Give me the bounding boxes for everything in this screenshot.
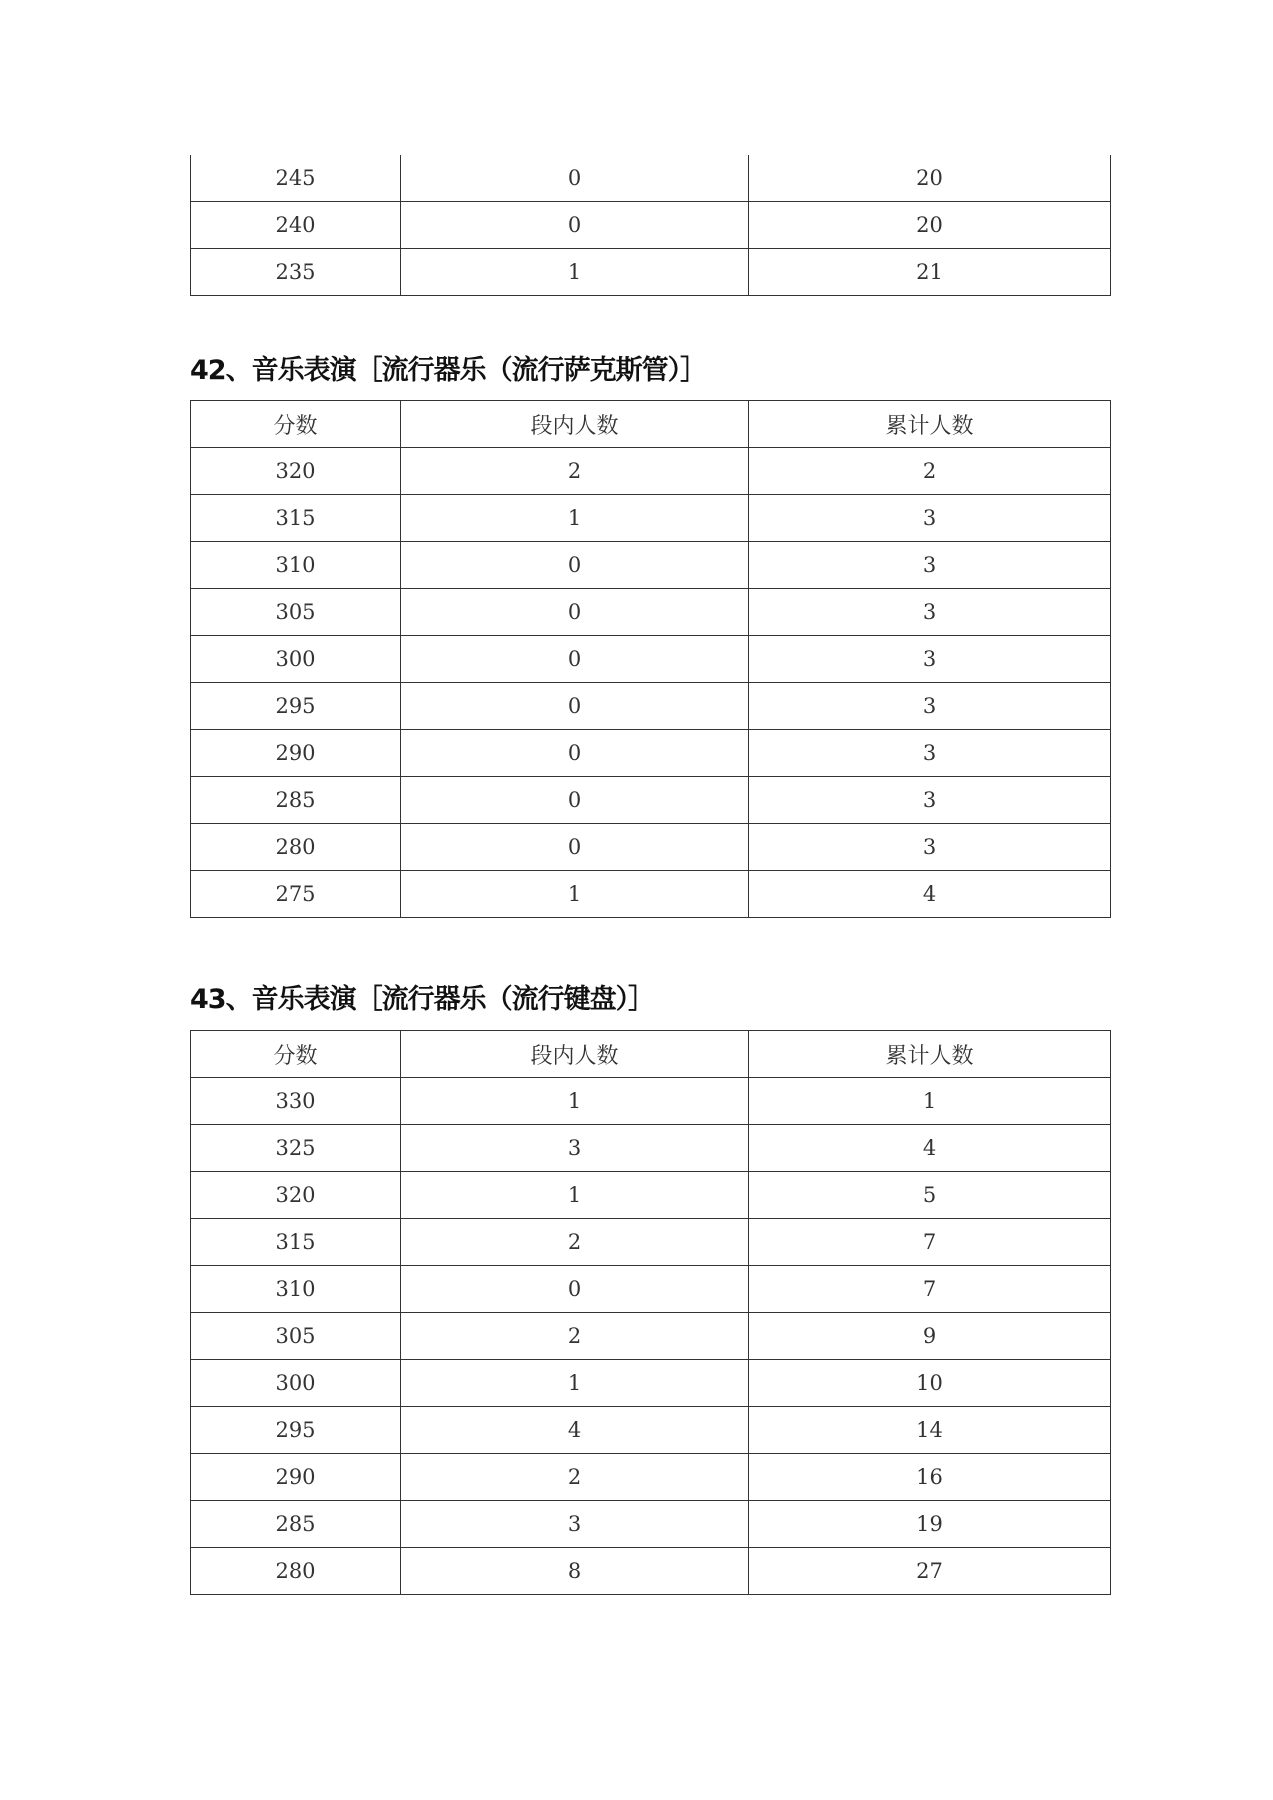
header-row xyxy=(191,401,1111,448)
table-row xyxy=(191,824,1111,871)
segment-count-cell: 0 xyxy=(401,683,749,730)
table-row xyxy=(191,1501,1111,1548)
cumulative-count-cell: 3 xyxy=(749,730,1111,777)
section-42-table-block xyxy=(190,400,1110,918)
table-row xyxy=(191,589,1111,636)
score-cell: 300 xyxy=(191,636,401,683)
cumulative-count-column-header: 累计人数 xyxy=(749,401,1111,448)
score-cell: 315 xyxy=(191,495,401,542)
segment-count-cell: 1 xyxy=(401,871,749,918)
section-43-title: 43、音乐表演［流行器乐（流行键盘）］ xyxy=(190,984,655,1015)
table-row xyxy=(191,636,1111,683)
score-cell: 290 xyxy=(191,1454,401,1501)
score-column-header: 分数 xyxy=(191,1031,401,1078)
segment-count-cell: 4 xyxy=(401,1407,749,1454)
segment-count-cell: 2 xyxy=(401,1219,749,1266)
table-row xyxy=(191,1125,1111,1172)
cumulative-count-cell: 3 xyxy=(749,683,1111,730)
table-row xyxy=(191,777,1111,824)
cumulative-count-cell: 10 xyxy=(749,1360,1111,1407)
section-43-table-block xyxy=(190,1030,1110,1595)
score-cell: 315 xyxy=(191,1219,401,1266)
score-cell: 275 xyxy=(191,871,401,918)
table-row xyxy=(191,1360,1111,1407)
score-cell: 320 xyxy=(191,1172,401,1219)
cumulative-count-cell: 4 xyxy=(749,871,1111,918)
score-cell: 295 xyxy=(191,683,401,730)
section-43-table-header xyxy=(191,1031,1111,1078)
segment-count-cell: 2 xyxy=(401,1313,749,1360)
segment-count-cell: 1 xyxy=(401,1360,749,1407)
segment-count-cell: 0 xyxy=(401,730,749,777)
cumulative-count-cell: 9 xyxy=(749,1313,1111,1360)
score-cell: 305 xyxy=(191,589,401,636)
cumulative-count-column-header: 累计人数 xyxy=(749,1031,1111,1078)
cumulative-count-cell: 20 xyxy=(749,202,1111,249)
segment-count-cell: 1 xyxy=(401,495,749,542)
table-row xyxy=(191,249,1111,296)
cumulative-count-cell: 3 xyxy=(749,495,1111,542)
section-42-table-body xyxy=(191,448,1111,918)
segment-count-cell: 0 xyxy=(401,1266,749,1313)
table-row xyxy=(191,1454,1111,1501)
table-row xyxy=(191,448,1111,495)
continued-score-table xyxy=(190,155,1111,296)
segment-count-column-header: 段内人数 xyxy=(401,1031,749,1078)
section-42-title: 42、音乐表演［流行器乐（流行萨克斯管）］ xyxy=(190,355,707,386)
score-cell: 245 xyxy=(191,155,401,202)
segment-count-cell: 0 xyxy=(401,636,749,683)
table-row xyxy=(191,155,1111,202)
table-row xyxy=(191,871,1111,918)
score-cell: 310 xyxy=(191,542,401,589)
segment-count-cell: 1 xyxy=(401,1172,749,1219)
segment-count-cell: 0 xyxy=(401,589,749,636)
section-42-score-table xyxy=(190,400,1111,918)
segment-count-cell: 1 xyxy=(401,249,749,296)
cumulative-count-cell: 3 xyxy=(749,589,1111,636)
cumulative-count-cell: 14 xyxy=(749,1407,1111,1454)
segment-count-cell: 0 xyxy=(401,824,749,871)
score-cell: 300 xyxy=(191,1360,401,1407)
table-row xyxy=(191,1548,1111,1595)
score-cell: 285 xyxy=(191,1501,401,1548)
segment-count-cell: 2 xyxy=(401,448,749,495)
cumulative-count-cell: 2 xyxy=(749,448,1111,495)
score-cell: 325 xyxy=(191,1125,401,1172)
cumulative-count-cell: 4 xyxy=(749,1125,1111,1172)
score-cell: 240 xyxy=(191,202,401,249)
score-cell: 280 xyxy=(191,824,401,871)
cumulative-count-cell: 27 xyxy=(749,1548,1111,1595)
segment-count-column-header: 段内人数 xyxy=(401,401,749,448)
table-row xyxy=(191,542,1111,589)
score-cell: 285 xyxy=(191,777,401,824)
cumulative-count-cell: 7 xyxy=(749,1219,1111,1266)
table-row xyxy=(191,1078,1111,1125)
score-cell: 310 xyxy=(191,1266,401,1313)
cumulative-count-cell: 16 xyxy=(749,1454,1111,1501)
cumulative-count-cell: 3 xyxy=(749,636,1111,683)
section-43-score-table xyxy=(190,1030,1111,1595)
continued-table-block xyxy=(190,155,1110,296)
cumulative-count-cell: 20 xyxy=(749,155,1111,202)
segment-count-cell: 0 xyxy=(401,542,749,589)
score-cell: 305 xyxy=(191,1313,401,1360)
cumulative-count-cell: 3 xyxy=(749,824,1111,871)
section-43-table-body xyxy=(191,1078,1111,1595)
segment-count-cell: 0 xyxy=(401,777,749,824)
segment-count-cell: 1 xyxy=(401,1078,749,1125)
cumulative-count-cell: 21 xyxy=(749,249,1111,296)
score-cell: 235 xyxy=(191,249,401,296)
cumulative-count-cell: 1 xyxy=(749,1078,1111,1125)
continued-table-body xyxy=(191,155,1111,296)
cumulative-count-cell: 3 xyxy=(749,542,1111,589)
score-column-header: 分数 xyxy=(191,401,401,448)
table-row xyxy=(191,1172,1111,1219)
segment-count-cell: 3 xyxy=(401,1125,749,1172)
segment-count-cell: 8 xyxy=(401,1548,749,1595)
score-cell: 320 xyxy=(191,448,401,495)
table-row xyxy=(191,1407,1111,1454)
table-row xyxy=(191,1266,1111,1313)
score-cell: 330 xyxy=(191,1078,401,1125)
table-row xyxy=(191,1219,1111,1266)
table-row xyxy=(191,1313,1111,1360)
header-row xyxy=(191,1031,1111,1078)
score-cell: 280 xyxy=(191,1548,401,1595)
section-42-table-header xyxy=(191,401,1111,448)
segment-count-cell: 0 xyxy=(401,155,749,202)
segment-count-cell: 2 xyxy=(401,1454,749,1501)
segment-count-cell: 0 xyxy=(401,202,749,249)
segment-count-cell: 3 xyxy=(401,1501,749,1548)
table-row xyxy=(191,202,1111,249)
score-cell: 295 xyxy=(191,1407,401,1454)
table-row xyxy=(191,495,1111,542)
cumulative-count-cell: 3 xyxy=(749,777,1111,824)
table-row xyxy=(191,683,1111,730)
table-row xyxy=(191,730,1111,777)
cumulative-count-cell: 19 xyxy=(749,1501,1111,1548)
cumulative-count-cell: 5 xyxy=(749,1172,1111,1219)
cumulative-count-cell: 7 xyxy=(749,1266,1111,1313)
score-cell: 290 xyxy=(191,730,401,777)
